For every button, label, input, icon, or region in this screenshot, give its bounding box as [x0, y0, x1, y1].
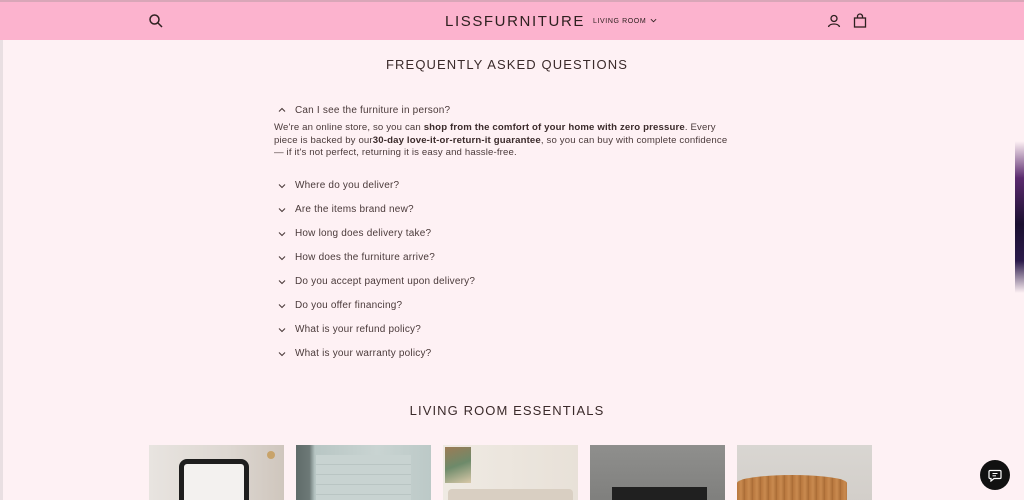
faq-question-label: Can I see the furniture in person? — [295, 104, 451, 116]
faq-question[interactable] — [274, 198, 744, 222]
faq-question[interactable] — [274, 246, 744, 270]
faq-answer — [274, 122, 739, 160]
site-logo[interactable]: LISSFURNITURE — [445, 13, 585, 30]
answer-text-2: . Every piece is backed by our — [274, 122, 716, 146]
product-image-sofa — [448, 489, 573, 500]
desktop-background-strip — [1015, 40, 1024, 500]
product-card-sofa[interactable] — [443, 445, 578, 500]
product-card-panel[interactable] — [296, 445, 431, 500]
faq-question-label: Where do you deliver? — [295, 180, 400, 192]
faq-question[interactable] — [274, 270, 744, 294]
answer-text-3: , so you can buy with complete confidence — if it's not perfect, returning it is easy and hassle-free. — [274, 134, 728, 159]
chevron-down-icon — [274, 350, 295, 358]
chevron-down-icon — [274, 254, 295, 262]
chevron-down-icon — [274, 182, 295, 190]
product-image-art — [445, 447, 471, 483]
chevron-down-icon — [274, 302, 295, 310]
product-grid — [149, 445, 872, 500]
faq-question[interactable] — [274, 318, 744, 342]
faq-question-label: What is your warranty policy? — [295, 348, 432, 360]
product-card-mirror[interactable] — [149, 445, 284, 500]
chevron-up-icon — [274, 106, 295, 114]
faq-question[interactable] — [274, 342, 744, 366]
search-icon[interactable] — [148, 13, 164, 29]
faq-question-label: Do you offer financing? — [295, 300, 403, 312]
faq-closed-list — [274, 174, 744, 366]
essentials-title: LIVING ROOM ESSENTIALS — [409, 403, 605, 418]
faq-question-open[interactable] — [274, 102, 744, 118]
faq-question-label: What is your refund policy? — [295, 324, 422, 336]
faq-list — [274, 102, 744, 366]
product-card-tv-stand[interactable] — [590, 445, 725, 500]
answer-bold-1: shop from the comfort of your home with zero pressure — [423, 122, 685, 133]
faq-title: FREQUENTLY ASKED QUESTIONS — [386, 57, 628, 72]
faq-question-label: How does the furniture arrive? — [295, 252, 435, 264]
faq-question-label: Are the items brand new? — [295, 204, 414, 216]
account-icon[interactable] — [826, 13, 842, 29]
faq-question-label: Do you accept payment upon delivery? — [295, 276, 476, 288]
cart-icon[interactable] — [852, 13, 868, 29]
nav-living-room-label: LIVING ROOM — [593, 18, 647, 25]
answer-bold-2: 30-day love-it-or-return-it guarantee — [372, 134, 541, 146]
faq-question[interactable] — [274, 174, 744, 198]
faq-question[interactable] — [274, 294, 744, 318]
product-image-tv — [612, 487, 707, 500]
faq-question[interactable] — [274, 222, 744, 246]
chat-button[interactable] — [980, 460, 1010, 490]
chevron-down-icon — [274, 206, 295, 214]
chevron-down-icon — [650, 17, 657, 26]
faq-question-label: How long does delivery take? — [295, 228, 432, 240]
chat-icon — [988, 468, 1002, 482]
chevron-down-icon — [274, 278, 295, 286]
window-edge — [0, 0, 3, 500]
answer-text-1: We're an online store, so you can — [274, 122, 424, 133]
site-header — [0, 0, 1024, 40]
product-image-detail — [267, 451, 275, 459]
nav-living-room[interactable] — [593, 17, 657, 26]
product-image-panel — [316, 455, 411, 500]
product-card-table[interactable] — [737, 445, 872, 500]
chevron-down-icon — [274, 230, 295, 238]
chevron-down-icon — [274, 326, 295, 334]
product-image-table — [737, 475, 847, 500]
product-image-mirror — [179, 459, 249, 500]
